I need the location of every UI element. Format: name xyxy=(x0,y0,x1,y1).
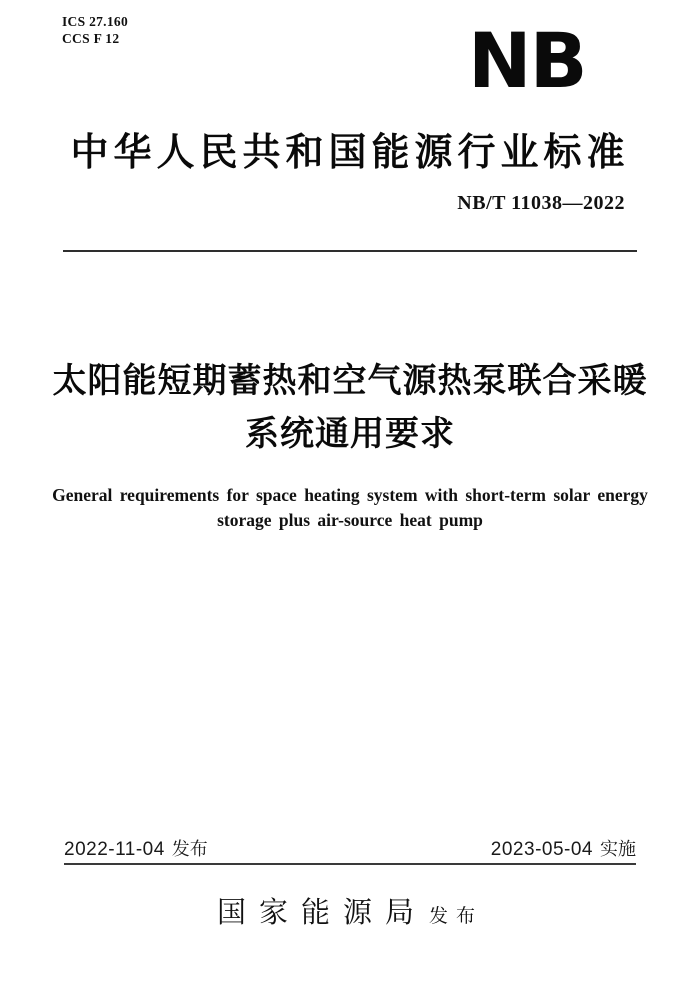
implementation-date-value: 2023-05-04 xyxy=(490,839,593,860)
publisher-row xyxy=(0,890,700,931)
header-divider-line xyxy=(63,250,637,252)
title-chinese-line2: 系统通用要求 xyxy=(245,415,455,453)
standard-type-heading: 中华人民共和国能源行业标准 xyxy=(70,132,630,174)
classification-block xyxy=(62,13,128,47)
publisher-label: 发布 xyxy=(429,906,484,927)
ccs-code: CCS F 12 xyxy=(62,31,120,46)
title-english xyxy=(0,483,700,533)
title-chinese xyxy=(0,355,700,461)
title-english-line2: storage plus air-source heat pump xyxy=(217,510,483,530)
issue-date xyxy=(64,838,208,861)
issue-date-label: 发布 xyxy=(171,839,208,859)
implementation-date-label: 实施 xyxy=(600,839,636,859)
dates-row xyxy=(64,838,636,861)
title-chinese-line1: 太阳能短期蓄热和空气源热泵联合采暖 xyxy=(52,362,648,400)
publisher-name: 国家能源局 xyxy=(216,897,427,929)
title-english-line1: General requirements for space heating system with short-term solar energy xyxy=(52,485,648,505)
nb-logo: NB xyxy=(468,16,586,105)
implementation-date xyxy=(491,838,636,861)
standard-number: NB/T 11038—2022 xyxy=(457,192,625,214)
footer-divider-line xyxy=(64,863,636,865)
issue-date-value: 2022-11-04 xyxy=(64,839,165,860)
ics-code: ICS 27.160 xyxy=(62,14,129,29)
